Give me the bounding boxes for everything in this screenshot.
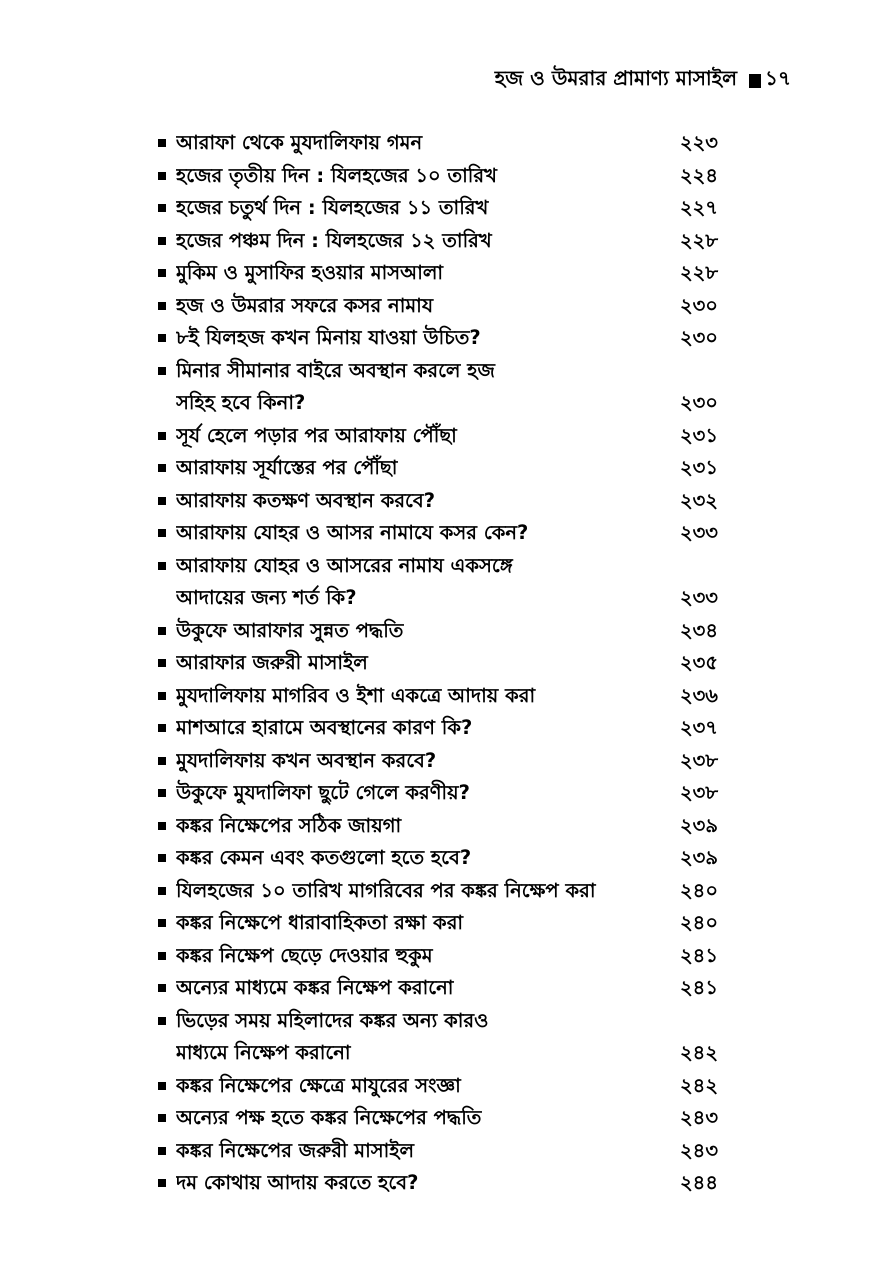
bullet-square-icon: [158, 887, 166, 895]
toc-entry: [158, 517, 718, 550]
toc-entry-title: [176, 712, 672, 745]
toc-entry-title: [176, 517, 672, 550]
toc-entry-page: ২৪৪: [680, 1171, 718, 1194]
toc-entry-page: ২২৮: [679, 228, 718, 252]
toc-entry-page: ২৩৭: [679, 716, 718, 739]
bullet-square-icon: [158, 1179, 166, 1187]
toc-entry-title: [176, 452, 672, 485]
toc-entry-page: ২৩৮: [679, 781, 718, 804]
toc-entry-line: ভিড়ের সময় মহিলাদের কঙ্কর অন্য কারও: [176, 1008, 489, 1032]
toc-entry-line: কঙ্কর কেমন এবং কতগুলো হতে হবে?: [176, 846, 472, 869]
toc-entry-title: [176, 907, 672, 940]
bullet-square-icon: [158, 984, 166, 992]
toc-entry-title: [176, 940, 672, 973]
bullet-square-icon: [158, 302, 166, 310]
bullet-square-icon: [158, 952, 166, 960]
toc-entry-page: ২৩১: [679, 423, 718, 447]
toc-entry-line: কঙ্কর নিক্ষেপ ছেড়ে দেওয়ার হুকুম: [176, 943, 433, 967]
toc-entry-line: আরাফায় যোহর ও আসরের নামায একসঙ্গে: [176, 553, 513, 577]
bullet-square-icon: [158, 659, 166, 667]
bullet-square-icon: [158, 139, 166, 147]
bullet-square-icon: [158, 237, 166, 245]
toc-entry-line: আরাফায় কতক্ষণ অবস্থান করবে?: [176, 488, 436, 512]
bullet-square-icon: [158, 1082, 166, 1090]
toc-entry-title: [176, 355, 672, 420]
table-of-contents: [158, 127, 718, 1200]
toc-entry-line: আদায়ের জন্য শর্ত কি?: [176, 586, 357, 609]
toc-entry-title: [176, 1167, 672, 1200]
toc-entry-title: [176, 322, 672, 355]
toc-entry: [158, 647, 718, 680]
toc-entry: [158, 420, 718, 453]
toc-entry-line: উকুফে মুযদালিফা ছুটে গেলে করণীয়?: [176, 781, 470, 804]
toc-entry-line: মুকিম ও মুসাফির হওয়ার মাসআলা: [176, 261, 444, 284]
toc-entry-title: [176, 745, 672, 778]
toc-entry-page: ২৩০: [679, 326, 718, 349]
toc-entry-page: ২৩৩: [679, 521, 718, 544]
toc-entry: [158, 1167, 718, 1200]
toc-entry: [158, 550, 718, 615]
bullet-square-icon: [158, 789, 166, 797]
toc-entry-page: ২৪১: [680, 976, 718, 999]
toc-entry-line: মুযদালিফায় মাগরিব ও ইশা একত্রে আদায় করা: [176, 683, 536, 707]
toc-entry-title: [176, 972, 672, 1005]
toc-entry-line: আরাফায় যোহর ও আসর নামাযে কসর কেন?: [176, 521, 529, 544]
bullet-square-icon: [158, 724, 166, 732]
toc-entry: [158, 842, 718, 875]
toc-entry-line: আরাফায় সূর্যাস্তের পর পৌঁছা: [176, 456, 398, 479]
running-header: [495, 64, 791, 97]
toc-entry-page: ২২৭: [679, 196, 718, 219]
toc-entry-line: হজের পঞ্চম দিন : যিলহজের ১২ তারিখ: [176, 228, 492, 252]
toc-entry-title: [176, 1070, 672, 1103]
toc-entry-page: ২৩০: [679, 293, 718, 317]
toc-entry-title: [176, 842, 672, 875]
bullet-square-icon: [158, 562, 166, 570]
toc-entry-line: মাধ্যমে নিক্ষেপ করানো: [176, 1041, 351, 1064]
toc-entry-line: সহিহ হবে কিনা?: [176, 391, 306, 414]
bullet-square-icon: [158, 269, 166, 277]
toc-entry-line: কঙ্কর নিক্ষেপে ধারাবাহিকতা রক্ষা করা: [176, 911, 464, 934]
toc-entry: [158, 160, 718, 193]
toc-entry-page: ২৩৮: [679, 748, 718, 772]
toc-entry-line: উকুফে আরাফার সুন্নত পদ্ধতি: [176, 618, 404, 642]
toc-entry-title: [176, 257, 672, 290]
toc-entry-title: [176, 1135, 672, 1168]
bullet-square-icon: [158, 919, 166, 927]
toc-entry-line: আরাফার জরুরী মাসাইল: [176, 651, 368, 674]
toc-entry: [158, 940, 718, 973]
bullet-square-icon: [158, 822, 166, 830]
toc-entry-page: ২২৩: [679, 131, 718, 154]
toc-entry: [158, 777, 718, 810]
toc-entry: [158, 485, 718, 518]
toc-entry-page: ২৩১: [679, 456, 718, 479]
toc-entry-title: [176, 1005, 672, 1070]
toc-entry: [158, 712, 718, 745]
toc-entry-line: দম কোথায় আদায় করতে হবে?: [176, 1171, 419, 1194]
toc-entry-page: ২২৮: [679, 261, 718, 284]
toc-entry-line: ৮ই যিলহজ কখন মিনায় যাওয়া উচিত?: [176, 326, 481, 349]
toc-entry-page: ২৪২: [679, 1041, 718, 1064]
toc-entry-title: [176, 192, 672, 225]
bullet-square-icon: [158, 1017, 166, 1025]
toc-entry-title: [176, 160, 672, 193]
page-number: ১৭: [765, 66, 791, 90]
book-title: হজ ও উমরার প্রামাণ্য মাসাইল: [494, 66, 738, 90]
toc-entry: [158, 615, 718, 648]
bullet-square-icon: [158, 1114, 166, 1122]
toc-entry-page: ২৪১: [680, 943, 718, 967]
toc-entry-title: [176, 777, 672, 810]
toc-entry: [158, 1005, 718, 1070]
toc-entry: [158, 907, 718, 940]
toc-entry-page: ২৪২: [679, 1073, 718, 1097]
toc-entry: [158, 745, 718, 778]
bullet-square-icon: [158, 757, 166, 765]
toc-entry: [158, 257, 718, 290]
toc-entry: [158, 225, 718, 258]
bullet-square-icon: [158, 432, 166, 440]
toc-entry-title: [176, 1102, 672, 1135]
toc-entry-title: [176, 550, 672, 615]
toc-entry-line: মুযদালিফায় কখন অবস্থান করবে?: [176, 748, 437, 772]
toc-entry: [158, 127, 718, 160]
bullet-square-icon: [158, 172, 166, 180]
toc-entry: [158, 972, 718, 1005]
toc-entry-page: ২৩৩: [679, 586, 718, 609]
toc-entry-page: ২৪০: [679, 878, 718, 902]
toc-entry: [158, 355, 718, 420]
toc-entry-line: মিনার সীমানার বাইরে অবস্থান করলে হজ: [176, 358, 495, 382]
toc-entry-line: হজের চতুর্থ দিন : যিলহজের ১১ তারিখ: [176, 196, 489, 219]
toc-entry-title: [176, 615, 672, 648]
toc-entry: [158, 1102, 718, 1135]
toc-entry-page: ২৩৬: [679, 683, 718, 707]
toc-entry: [158, 680, 718, 713]
toc-entry-page: ২৩৪: [679, 618, 718, 642]
toc-entry-title: [176, 875, 672, 908]
toc-entry-line: মাশআরে হারামে অবস্থানের কারণ কি?: [176, 716, 473, 739]
bullet-square-icon: [158, 464, 166, 472]
toc-entry-line: যিলহজের ১০ তারিখ মাগরিবের পর কঙ্কর নিক্ষেপ করা: [176, 878, 596, 902]
toc-entry-title: [176, 680, 672, 713]
toc-entry-page: ২৩৯: [679, 846, 718, 869]
bullet-square-icon: [158, 334, 166, 342]
toc-entry: [158, 1070, 718, 1103]
toc-entry: [158, 322, 718, 355]
toc-entry-title: [176, 420, 672, 453]
toc-entry-page: ২৩২: [679, 488, 718, 512]
toc-entry: [158, 875, 718, 908]
bullet-square-icon: [158, 692, 166, 700]
bullet-square-icon: [158, 367, 166, 375]
toc-entry: [158, 810, 718, 843]
toc-entry-title: [176, 127, 672, 160]
bullet-square-icon: [158, 529, 166, 537]
toc-entry-page: ২৪৩: [679, 1106, 718, 1129]
toc-entry-page: ২২৪: [679, 163, 718, 187]
bullet-square-icon: [158, 204, 166, 212]
toc-entry-title: [176, 225, 672, 258]
toc-entry-page: ২৩৯: [679, 813, 718, 837]
toc-entry-line: কঙ্কর নিক্ষেপের সঠিক জায়গা: [176, 813, 402, 837]
toc-entry-page: ২৩৫: [679, 651, 718, 674]
toc-entry-title: [176, 485, 672, 518]
bullet-square-icon: [158, 497, 166, 505]
header-square-mark: [749, 74, 761, 88]
toc-entry-page: ২৪০: [679, 911, 718, 934]
toc-entry-line: কঙ্কর নিক্ষেপের ক্ষেত্রে মাযুরের সংজ্ঞা: [176, 1073, 461, 1097]
toc-entry-page: ২৩০: [679, 391, 718, 414]
toc-entry: [158, 452, 718, 485]
bullet-square-icon: [158, 854, 166, 862]
toc-entry-line: অন্যের পক্ষ হতে কঙ্কর নিক্ষেপের পদ্ধতি: [176, 1106, 482, 1129]
toc-entry-line: সূর্য হেলে পড়ার পর আরাফায় পৌঁছা: [176, 423, 457, 447]
toc-entry-title: [176, 810, 672, 843]
toc-entry: [158, 192, 718, 225]
toc-entry-line: হজের তৃতীয় দিন : যিলহজের ১০ তারিখ: [176, 163, 497, 187]
toc-entry-title: [176, 647, 672, 680]
toc-entry-line: আরাফা থেকে মুযদালিফায় গমন: [176, 131, 423, 154]
toc-entry-line: অন্যের মাধ্যমে কঙ্কর নিক্ষেপ করানো: [176, 976, 454, 999]
toc-entry-title: [176, 290, 672, 323]
toc-entry: [158, 1135, 718, 1168]
bullet-square-icon: [158, 627, 166, 635]
toc-entry-page: ২৪৩: [679, 1138, 718, 1162]
toc-entry-line: কঙ্কর নিক্ষেপের জরুরী মাসাইল: [176, 1138, 414, 1162]
toc-entry-line: হজ ও উমরার সফরে কসর নামায: [176, 293, 434, 317]
toc-entry: [158, 290, 718, 323]
bullet-square-icon: [158, 1147, 166, 1155]
